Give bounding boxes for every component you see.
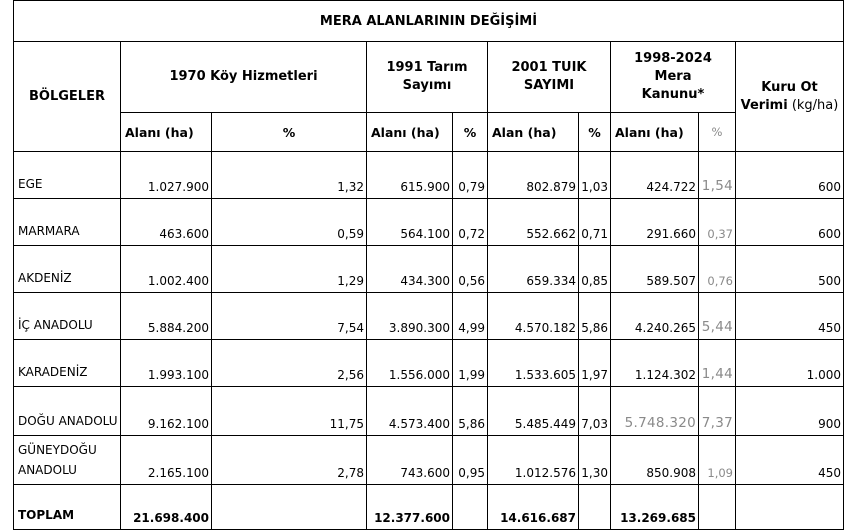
header-1998-2024: 1998-2024 Mera Kanunu* [611, 42, 736, 113]
pct-1991: 5,86 [453, 387, 488, 436]
total-pct-2001-empty [579, 485, 611, 530]
pct-2001: 0,85 [579, 246, 611, 293]
area-1970: 1.993.100 [121, 340, 212, 387]
sub-1998-pct: % [699, 113, 736, 152]
pct-2001: 1,30 [579, 436, 611, 485]
pct-1998: 1,54 [699, 152, 736, 199]
table-row [14, 152, 844, 199]
sub-1970-pct: % [212, 113, 367, 152]
pct-1970: 1,29 [212, 246, 367, 293]
area-1970: 2.165.100 [121, 436, 212, 485]
kuru-ot-value: 600 [736, 199, 844, 246]
total-row [14, 485, 844, 530]
header-kuru-unit: (kg/ha) [787, 97, 839, 113]
area-1998: 5.748.320 [611, 387, 699, 436]
region-name: EGE [14, 152, 121, 199]
pct-1970: 7,54 [212, 293, 367, 340]
region-name: GÜNEYDOĞU ANADOLU [14, 436, 121, 485]
kuru-ot-value: 450 [736, 436, 844, 485]
area-1970: 1.027.900 [121, 152, 212, 199]
area-1998: 589.507 [611, 246, 699, 293]
pct-2001: 1,97 [579, 340, 611, 387]
kuru-ot-value: 500 [736, 246, 844, 293]
pct-1998: 1,44 [699, 340, 736, 387]
header-kuru-ot [736, 42, 844, 152]
area-1998: 1.124.302 [611, 340, 699, 387]
table-row [14, 387, 844, 436]
sub-1970-area: Alanı (ha) [121, 113, 212, 152]
table-title: MERA ALANLARININ DEĞİŞİMİ [14, 1, 844, 42]
area-1991: 4.573.400 [367, 387, 453, 436]
pct-1991: 0,79 [453, 152, 488, 199]
total-area-1998: 13.269.685 [611, 485, 699, 530]
pct-2001: 5,86 [579, 293, 611, 340]
table-row [14, 246, 844, 293]
total-label: TOPLAM [14, 485, 121, 530]
area-1991: 615.900 [367, 152, 453, 199]
title-row [14, 1, 844, 42]
area-1991: 3.890.300 [367, 293, 453, 340]
kuru-ot-value: 1.000 [736, 340, 844, 387]
sub-2001-pct: % [579, 113, 611, 152]
area-1970: 463.600 [121, 199, 212, 246]
total-area-1970: 21.698.400 [121, 485, 212, 530]
sub-1998-area: Alanı (ha) [611, 113, 699, 152]
pct-1970: 0,59 [212, 199, 367, 246]
table-row [14, 199, 844, 246]
pct-1970: 11,75 [212, 387, 367, 436]
area-1991: 743.600 [367, 436, 453, 485]
region-name: İÇ ANADOLU [14, 293, 121, 340]
total-pct-1998-empty [699, 485, 736, 530]
area-1991: 564.100 [367, 199, 453, 246]
pct-1991: 1,99 [453, 340, 488, 387]
pct-1970: 2,56 [212, 340, 367, 387]
pct-1998: 0,37 [699, 199, 736, 246]
region-name: MARMARA [14, 199, 121, 246]
table-row [14, 436, 844, 485]
kuru-ot-value: 450 [736, 293, 844, 340]
area-2001: 1.533.605 [488, 340, 579, 387]
kuru-ot-value: 900 [736, 387, 844, 436]
pct-1991: 0,95 [453, 436, 488, 485]
pct-2001: 0,71 [579, 199, 611, 246]
kuru-ot-value: 600 [736, 152, 844, 199]
area-1991: 434.300 [367, 246, 453, 293]
area-1998: 291.660 [611, 199, 699, 246]
area-2001: 802.879 [488, 152, 579, 199]
pct-2001: 7,03 [579, 387, 611, 436]
header-1991: 1991 Tarım Sayımı [367, 42, 488, 113]
area-2001: 1.012.576 [488, 436, 579, 485]
header-1970: 1970 Köy Hizmetleri [121, 42, 367, 113]
pasture-table [13, 0, 844, 530]
pct-1998: 7,37 [699, 387, 736, 436]
region-name: KARADENİZ [14, 340, 121, 387]
region-name: AKDENİZ [14, 246, 121, 293]
subheader-row [14, 113, 844, 152]
header-row [14, 42, 844, 113]
region-name: DOĞU ANADOLU [14, 387, 121, 436]
area-1998: 4.240.265 [611, 293, 699, 340]
pct-1991: 0,56 [453, 246, 488, 293]
total-pct-1970-empty [212, 485, 367, 530]
pct-1970: 2,78 [212, 436, 367, 485]
table-row [14, 340, 844, 387]
pct-2001: 1,03 [579, 152, 611, 199]
pct-1970: 1,32 [212, 152, 367, 199]
total-area-2001: 14.616.687 [488, 485, 579, 530]
header-region-label: BÖLGELER [29, 88, 105, 104]
area-2001: 659.334 [488, 246, 579, 293]
area-1970: 1.002.400 [121, 246, 212, 293]
pct-1998: 0,76 [699, 246, 736, 293]
pct-1998: 5,44 [699, 293, 736, 340]
area-1970: 5.884.200 [121, 293, 212, 340]
area-2001: 4.570.182 [488, 293, 579, 340]
table-wrapper [13, 0, 844, 530]
pct-1998: 1,09 [699, 436, 736, 485]
sub-1991-area: Alanı (ha) [367, 113, 453, 152]
pct-1991: 4,99 [453, 293, 488, 340]
table-row [14, 293, 844, 340]
sub-1991-pct: % [453, 113, 488, 152]
pct-1991: 0,72 [453, 199, 488, 246]
area-1998: 850.908 [611, 436, 699, 485]
total-kuru-empty [736, 485, 844, 530]
total-area-1991: 12.377.600 [367, 485, 453, 530]
header-region [14, 42, 121, 152]
total-pct-1991-empty [453, 485, 488, 530]
area-2001: 5.485.449 [488, 387, 579, 436]
area-1991: 1.556.000 [367, 340, 453, 387]
area-1970: 9.162.100 [121, 387, 212, 436]
sub-2001-area: Alan (ha) [488, 113, 579, 152]
header-2001: 2001 TUIK SAYIMI [488, 42, 611, 113]
area-1998: 424.722 [611, 152, 699, 199]
area-2001: 552.662 [488, 199, 579, 246]
header-kuru-main: Kuru Ot Verimi [740, 79, 818, 113]
